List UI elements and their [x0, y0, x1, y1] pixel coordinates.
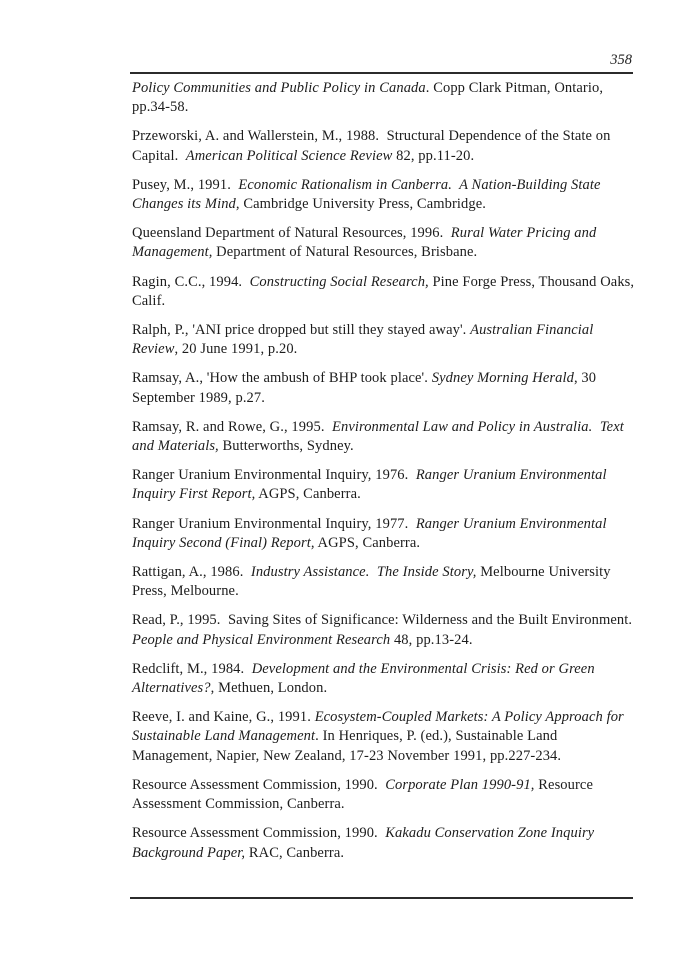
reference-segment-roman: AGPS, Canberra. — [255, 486, 361, 503]
reference-segment-roman: Resource Assessment Commission, Canberra. — [132, 776, 596, 813]
reference-segment-roman: . Copp Clark Pitman, Ontario, pp.34-58. — [132, 80, 607, 116]
reference-entry — [132, 418, 638, 456]
reference-segment-italic: Policy Communities and Public Policy in Canada — [132, 80, 426, 96]
reference-entry — [132, 224, 638, 262]
reference-segment-italic: Environmental Law and Policy in Australia. Text and Materials, — [132, 418, 628, 455]
reference-segment-roman: Butterworths, Sydney. — [218, 438, 354, 455]
reference-entry — [132, 563, 638, 601]
reference-segment-roman: Ranger Uranium Environmental Inquiry, 1976. — [132, 467, 416, 484]
reference-entry — [132, 515, 638, 553]
reference-segment-italic: Industry Assistance. The Inside Story, — [250, 564, 477, 581]
reference-entry — [132, 127, 638, 165]
references-list — [132, 79, 638, 873]
reference-entry — [132, 611, 638, 649]
reference-segment-roman: Department of Natural Resources, Brisbane. — [212, 244, 478, 261]
reference-entry — [132, 273, 638, 311]
reference-entry — [132, 708, 638, 766]
reference-segment-italic: Economic Rationalism in Canberra. A Nation-Building State Changes its Mind, — [132, 176, 605, 213]
reference-segment-italic: Ecosystem-Coupled Markets: A Policy Approach for Sustainable Land Management — [132, 709, 628, 745]
reference-segment-roman: . In Henriques, P. (ed.), Sustainable Land Management, Napier, New Zealand, 17-23 November 1991, pp.227-234. — [132, 728, 562, 764]
reference-segment-roman: Ramsay, R. and Rowe, G., 1995. — [132, 418, 333, 435]
reference-segment-italic: Sydney Morning Herald — [431, 370, 574, 387]
reference-segment-roman: , 30 September 1989, p.27. — [132, 370, 600, 406]
reference-segment-roman: Pine Forge Press, Thousand Oaks, Calif. — [132, 273, 638, 309]
reference-segment-italic: Kakadu Conservation Zone Inquiry Background Paper, — [132, 825, 598, 861]
reference-entry — [132, 776, 638, 814]
reference-segment-roman: 82, pp.11-20. — [392, 147, 475, 164]
reference-segment-roman: Ramsay, A., 'How the ambush of BHP took place'. — [132, 370, 432, 387]
reference-entry — [132, 321, 638, 359]
reference-segment-italic: People and Physical Environment Research — [132, 631, 391, 648]
reference-segment-roman: , 20 June 1991, p.20. — [174, 341, 298, 358]
reference-segment-italic: Australian Financial Review — [132, 322, 598, 358]
reference-segment-roman: Melbourne University Press, Melbourne. — [132, 564, 615, 600]
footer-rule — [130, 897, 633, 899]
reference-entry — [132, 824, 638, 862]
reference-segment-italic: Constructing Social Research, — [249, 273, 429, 290]
reference-entry — [132, 79, 638, 117]
header-rule — [130, 72, 633, 74]
reference-segment-roman: AGPS, Canberra. — [314, 534, 421, 551]
reference-segment-italic: Development and the Environmental Crisis: Red or Green Alternatives? — [132, 660, 599, 697]
reference-segment-roman: Resource Assessment Commission, 1990. — [132, 825, 386, 842]
reference-entry — [132, 660, 638, 698]
reference-segment-roman: Ragin, C.C., 1994. — [132, 273, 250, 290]
reference-segment-italic: Ranger Uranium Environmental Inquiry Second (Final) Report, — [132, 515, 611, 551]
reference-segment-roman: RAC, Canberra. — [245, 844, 345, 861]
reference-segment-roman: Redclift, M., 1984. — [132, 660, 252, 677]
reference-segment-italic: Corporate Plan 1990-91, — [385, 776, 535, 793]
reference-segment-roman: Resource Assessment Commission, 1990. — [132, 776, 386, 793]
reference-segment-roman: Reeve, I. and Kaine, G., 1991. — [132, 709, 315, 726]
reference-segment-roman: Read, P., 1995. Saving Sites of Significance: Wilderness and the Built Environment. — [132, 612, 636, 629]
reference-segment-roman: Queensland Department of Natural Resources, 1996. — [132, 225, 451, 242]
reference-entry — [132, 369, 638, 407]
reference-segment-roman: Przeworski, A. and Wallerstein, M., 1988. Structural Dependence of the State on Capital. — [132, 128, 615, 164]
reference-segment-roman: Rattigan, A., 1986. — [132, 564, 251, 581]
reference-segment-roman: 48, pp.13-24. — [390, 631, 473, 648]
reference-entry — [132, 176, 638, 214]
reference-segment-roman: Pusey, M., 1991. — [132, 176, 239, 193]
reference-segment-italic: Rural Water Pricing and Management, — [132, 225, 601, 261]
reference-entry — [132, 466, 638, 504]
reference-segment-roman: , Methuen, London. — [210, 680, 328, 697]
reference-segment-roman: Ranger Uranium Environmental Inquiry, 1977. — [132, 515, 416, 532]
reference-segment-roman: Cambridge University Press, Cambridge. — [239, 196, 486, 213]
reference-segment-roman: Ralph, P., 'ANI price dropped but still they stayed away'. — [132, 322, 471, 339]
reference-segment-italic: Ranger Uranium Environmental Inquiry First Report, — [132, 467, 611, 503]
page-number: 358 — [610, 52, 632, 68]
reference-segment-italic: American Political Science Review — [185, 147, 393, 164]
